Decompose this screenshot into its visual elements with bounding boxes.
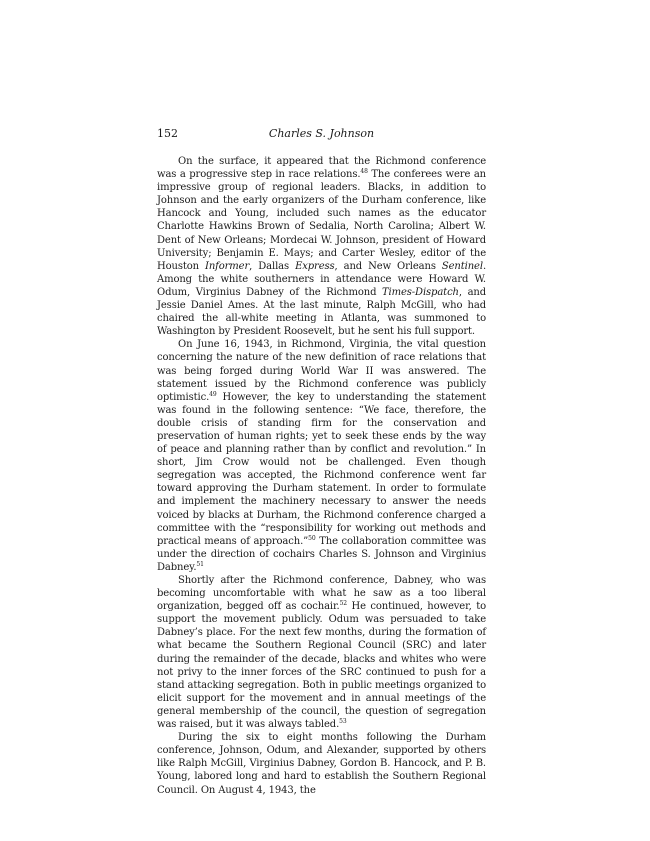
text-run: He continued, however, to support the movement publicly. Odum was persuaded to take Dabney’s place. For the next few months, during the formation of what became the Southern Regional Council (SRC) and later during the remainder of the decade, blacks and whites who were not privy to the inner forces of the SRC continued to push for a stand attacking segregation. Both in public meetings organized to elicit support for the movement and in annual meetings of the general membership of the council, the question of segregation was raised, but it was always tabled. xyxy=(157,601,486,731)
paragraph xyxy=(157,574,486,731)
footnote-ref: 53 xyxy=(339,718,347,726)
book-page xyxy=(157,124,486,797)
paragraph xyxy=(157,731,486,796)
text-run: , Dallas xyxy=(249,260,296,272)
footnote-ref: 49 xyxy=(209,390,217,398)
italic-title: Informer xyxy=(205,260,250,272)
paragraph xyxy=(157,155,486,338)
paragraph xyxy=(157,338,486,574)
body-text xyxy=(157,155,486,797)
text-run: The conferees were an impressive group of regional leaders. Blacks, in addition to Johnson and the early organizers of the Durham conference, like Hancock and Young, included such names as the educator Charlotte Hawkins Brown of Sedalia, North Carolina; Albert W. Dent of New Orleans; Mordecai W. Johnson, president of Howard University; Benjamin E. Mays; and Carter Wesley, editor of the Houston xyxy=(157,169,486,272)
italic-title: Sentinel xyxy=(441,260,483,272)
text-run: , and New Orleans xyxy=(334,260,442,272)
text-run: Shortly after the Richmond conference, Dabney, who was becoming uncomfortable with what he saw as a too liberal organization, begged off as cochair. xyxy=(157,575,486,613)
text-run: During the six to eight months following the Durham conference, Johnson, Odum, and Alexander, supported by others like Ralph McGill, Virginius Dabney, Gordon B. Hancock, and P. B. Young, labored long and hard to establish the Southern Regional Council. On August 4, 1943, the xyxy=(157,732,486,796)
text-run: . Among the white southerners in attendance were Howard W. Odum, Virginius Dabney of the Richmond xyxy=(157,260,486,298)
italic-title: Express xyxy=(295,260,335,272)
page-header xyxy=(157,124,486,144)
running-head: Charles S. Johnson xyxy=(268,127,375,140)
footnote-ref: 48 xyxy=(360,168,368,176)
page-number: 152 xyxy=(157,127,178,140)
text-run: The collaboration committee was under the direction of cochairs Charles S. Johnson and Virginius Dabney. xyxy=(157,535,486,573)
footnote-ref: 52 xyxy=(339,600,348,608)
footnote-ref: 51 xyxy=(196,560,204,568)
text-run: On the surface, it appeared that the Richmond conference was a progressive step in race relations. xyxy=(157,156,486,181)
footnote-ref: 50 xyxy=(308,534,316,542)
text-run: However, the key to understanding the statement was found in the following sentence: “We face, therefore, the double crisis of standing firm for the conservation and preservation of human rights; yet to seek these ends by the way of peace and planning rather than by conflict and revolution.” In short, Jim Crow would not be challenged. Even though segregation was accepted, the Richmond conference went far toward approving the Durham statement. In order to formulate and implement the machinery necessary to answer the needs voiced by blacks at Durham, the Richmond conference charged a committee with the “responsibility for working out methods and practical means of approach.” xyxy=(157,391,486,547)
italic-title: Times-Dispatch xyxy=(382,286,459,298)
text-run: , and Jessie Daniel Ames. At the last minute, Ralph McGill, who had chaired the all-white meeting in Atlanta, was summoned to Washington by President Roosevelt, but he sent his full support. xyxy=(157,286,487,338)
text-run: On June 16, 1943, in Richmond, Virginia, the vital question concerning the nature of the new definition of race relations that was being forged during World War II was answered. The statement issued by the Richmond conference was publicly optimistic. xyxy=(157,339,486,403)
